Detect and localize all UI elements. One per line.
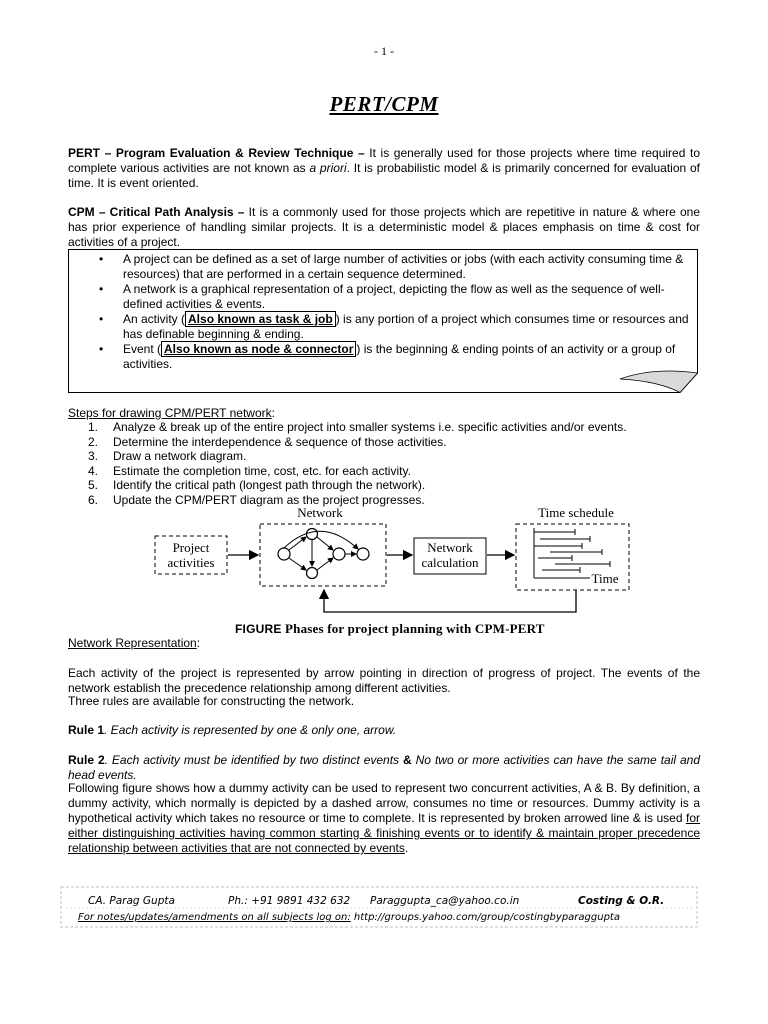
page-number: - 1 -	[374, 44, 394, 58]
page-title: PERT/CPM	[329, 92, 439, 116]
apriori-text: a priori	[309, 161, 347, 175]
steps-list	[88, 420, 627, 507]
three-rules-text: Three rules are available for constructing the network.	[68, 694, 355, 708]
author-email: Paraggupta_ca@yahoo.co.in	[370, 895, 520, 907]
list-item: • A project can be defined as a set of large number of activities or jobs (with each activity consuming time & resources) that are performed in a certain sequence determined.	[99, 252, 684, 281]
footer	[60, 886, 698, 930]
bullet-icon: •	[99, 342, 104, 356]
footer-frame	[60, 886, 700, 932]
network-representation-heading: Network Representation:	[68, 636, 201, 650]
list-item: 3. Draw a network diagram.	[88, 449, 247, 463]
svg-text:Project: Project	[172, 540, 210, 555]
pert-definition	[68, 146, 700, 191]
list-item: 4. Estimate the completion time, cost, etc. for each activity.	[88, 463, 411, 478]
event-alias: Also known as node & connector	[161, 341, 356, 357]
list-item: 6. Update the CPM/PERT diagram as the project progresses.	[88, 492, 425, 507]
definitions-box	[68, 249, 698, 391]
list-item: 5. Identify the critical path (longest path through the network).	[88, 478, 426, 492]
dummy-activity-text: Following figure shows how a dummy activity can be used to represent two concurrent activities, A & B. By definition, a dummy activity, which normally is depicted by a dashed arrow, consumes no time or resources. Dummy activity is a hypothetical activity which takes no resource or time to complete. It is represented by broken arrowed line & is used for either distinguishing activities having common starting & finishing events or to identify & maintain proper precedence relationship between activities that are not connected by events.	[68, 781, 700, 855]
pert-text-b: . It is probabilistic model & is primarily concerned for evaluation of time. It is event oriented.	[68, 161, 700, 190]
time-schedule-label: Time schedule	[538, 505, 614, 520]
figure-caption: FIGURE Phases for project planning with CPM-PERT	[235, 621, 545, 636]
bullet-icon: •	[99, 312, 104, 326]
pert-term: PERT – Program Evaluation & Review Technique –	[68, 146, 365, 160]
definitions-list	[68, 252, 698, 372]
author-name: CA. Parag Gupta	[88, 895, 175, 907]
bullet-icon: •	[99, 282, 104, 296]
pert-text-a: It is generally used for those projects where time required to complete various activities are not known as	[68, 146, 700, 175]
cpm-definition	[68, 205, 700, 250]
network-label: Network	[297, 505, 343, 520]
rule-2: Rule 2. Each activity must be identified by two distinct events & No two or more activities can have the same tail and head events.	[68, 753, 701, 782]
notes-line: For notes/updates/amendments on all subjects log on: http://groups.yahoo.com/group/costingbyparaggupta	[78, 912, 620, 923]
list-item: • An activity ( Also known as task & job ) is any portion of a project which consumes time or resources and has definable beginning & ending.	[99, 312, 689, 341]
subject-label: Costing & O.R.	[578, 895, 665, 907]
feedback-arrow	[324, 590, 576, 612]
svg-text:calculation: calculation	[421, 555, 479, 570]
list-item: • Event ( Also known as node & connector ) is the beginning & ending points of an activity or a group of activities.	[99, 342, 676, 371]
list-item: 1. Analyze & break up of the entire project into smaller systems i.e. specific activities and/or events.	[88, 420, 627, 434]
author-phone: Ph.: +91 9891 432 632	[228, 895, 351, 907]
bullet-icon: •	[99, 252, 104, 266]
cpm-term: CPM – Critical Path Analysis –	[68, 205, 245, 219]
time-label: Time	[591, 571, 619, 586]
svg-text:activities: activities	[167, 555, 215, 570]
list-item: • A network is a graphical representation of a project, depicting the flow as well as the sequence of well-defined activities & events.	[99, 282, 665, 311]
svg-text:Network: Network	[427, 540, 473, 555]
steps-heading: Steps for drawing CPM/PERT network:	[68, 406, 275, 420]
list-item: 2. Determine the interdependence & sequence of those activities.	[88, 434, 447, 449]
network-representation-text: Each activity of the project is represented by arrow pointing in direction of progress of project. The events of the network establish the precedence relationship among different activities.	[68, 666, 700, 695]
rule-1: Rule 1. Each activity is represented by one & only one, arrow.	[68, 723, 397, 737]
cpm-text: It is a commonly used for those projects which are repetitive in nature & where one has prior experience of handling similar projects. It is a deterministic model & places emphasis on time & cost for activities of a project.	[68, 205, 700, 249]
network-arrows	[284, 531, 358, 570]
activity-alias: Also known as task & job	[185, 311, 336, 327]
cpm-pert-phases-figure	[150, 502, 640, 620]
